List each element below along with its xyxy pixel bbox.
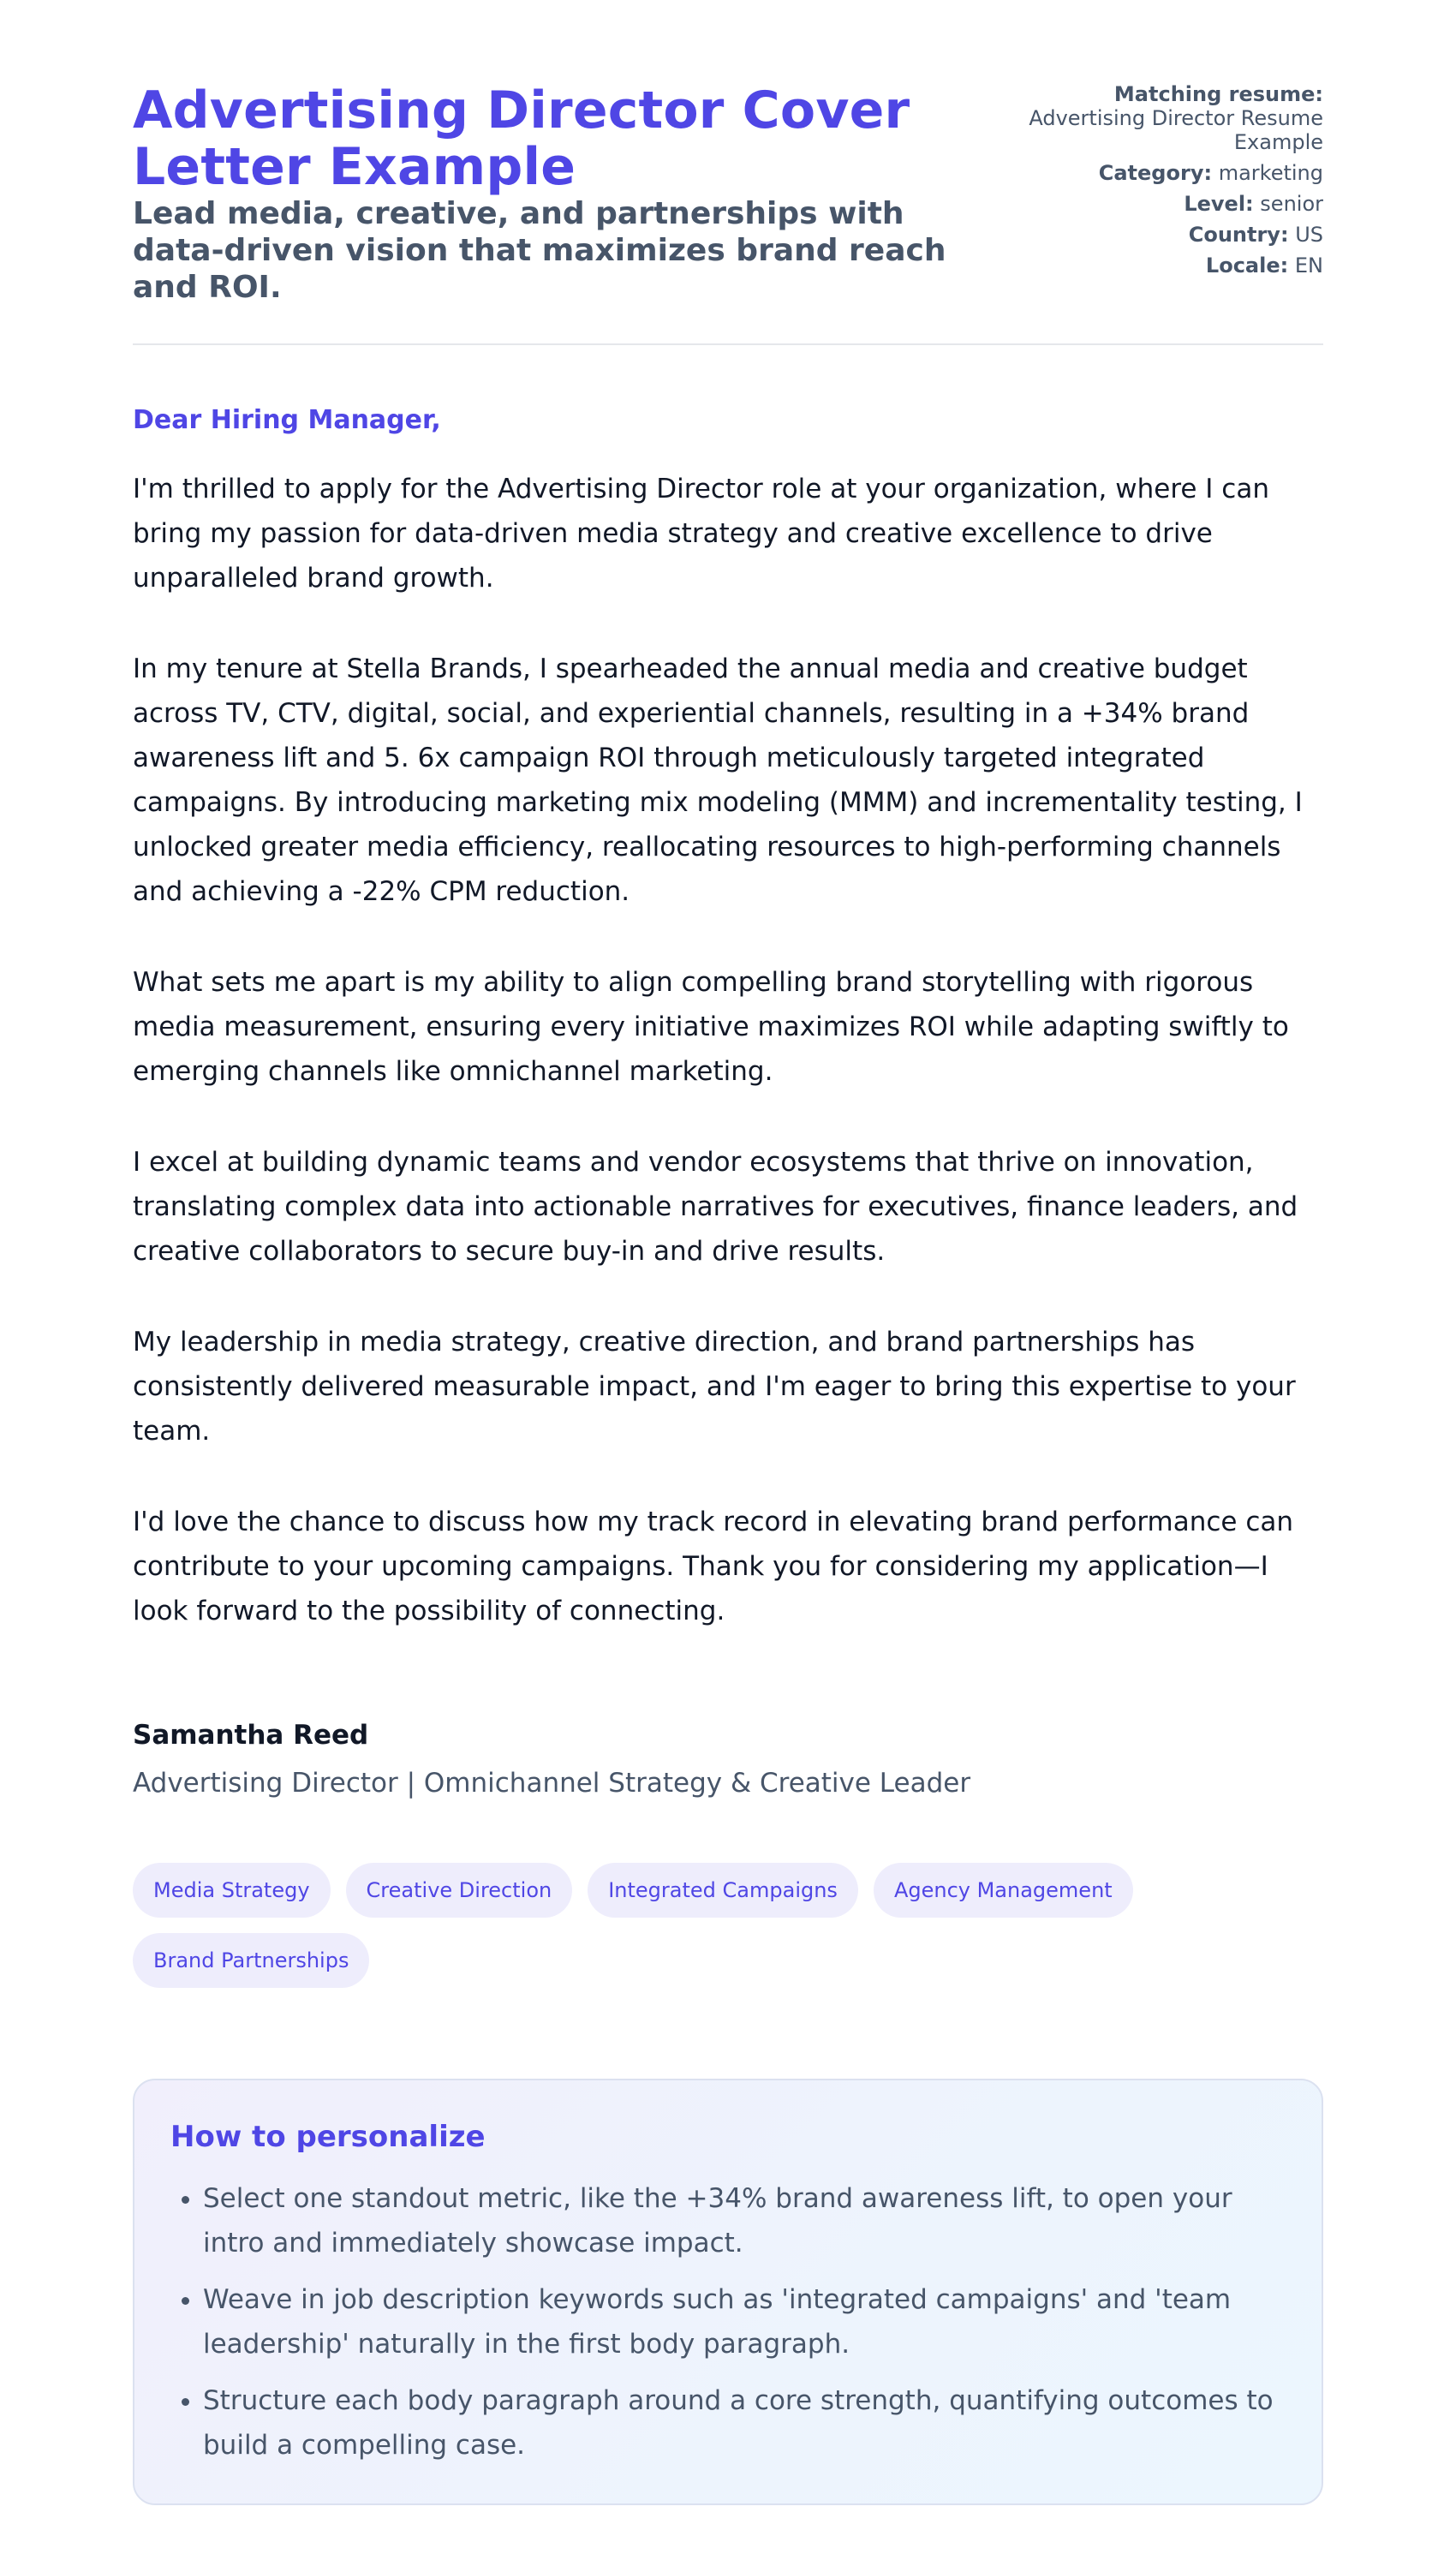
meta-locale-label: Locale:	[1205, 254, 1289, 277]
meta-level	[981, 192, 1323, 216]
personalize-tips-box	[133, 2079, 1323, 2505]
skill-tag: Integrated Campaigns	[588, 1863, 858, 1918]
meta-country-label: Country:	[1188, 223, 1289, 247]
letter-paragraph: I excel at building dynamic teams and vendor ecosystems that thrive on innovation, translating complex data into actionable narratives for executives, finance leaders, and creative collaborators to secure buy-in and drive results.	[133, 1147, 1298, 1267]
header	[133, 82, 1323, 306]
letter-paragraph: My leadership in media strategy, creative direction, and brand partnerships has consistently delivered measurable impact, and I'm eager to bring this expertise to your team.	[133, 1327, 1296, 1447]
page-subtitle: Lead media, creative, and partnerships with data-driven vision that maximizes brand reach and ROI.	[133, 196, 946, 305]
meta-country-value: US	[1295, 223, 1323, 247]
meta-category-value: marketing	[1218, 161, 1323, 185]
tip-item: • Select one standout metric, like the +34% brand awareness lift, to open your intro and immediately showcase impact.	[203, 2176, 1286, 2265]
meta-matching-resume	[981, 82, 1323, 154]
letter-paragraph: I'd love the chance to discuss how my track record in elevating brand performance can contribute to your upcoming campaigns. Thank you for considering my application—I look forward to the possibility of connecting.	[133, 1507, 1294, 1626]
letter-body	[133, 467, 1323, 1633]
meta-panel	[981, 82, 1323, 284]
header-divider	[133, 343, 1323, 345]
meta-level-value: senior	[1260, 192, 1323, 216]
meta-matching-resume-label: Matching resume:	[1113, 82, 1323, 106]
skill-tag: Brand Partnerships	[133, 1933, 369, 1988]
skill-tag: Creative Direction	[346, 1863, 573, 1918]
meta-matching-resume-value: Advertising Director Resume Example	[1029, 106, 1323, 154]
meta-locale-value: EN	[1294, 254, 1323, 277]
signature-name: Samantha Reed	[133, 1720, 369, 1751]
signature-title: Advertising Director | Omnichannel Strategy & Creative Leader	[133, 1768, 971, 1799]
meta-category	[981, 161, 1323, 185]
skill-tag: Media Strategy	[133, 1863, 331, 1918]
skill-tag: Agency Management	[874, 1863, 1133, 1918]
tip-item: • Structure each body paragraph around a core strength, quantifying outcomes to build a compelling case.	[203, 2378, 1286, 2467]
tips-title: How to personalize	[170, 2120, 486, 2154]
signature	[133, 1719, 1323, 1799]
header-left	[133, 82, 972, 306]
meta-locale	[981, 254, 1323, 277]
letter-paragraph: What sets me apart is my ability to align compelling brand storytelling with rigorous media measurement, ensuring every initiative maximizes ROI while adapting swiftly to emerging channels like omnichannel marketing.	[133, 967, 1289, 1087]
page-title: Advertising Director Cover Letter Example	[133, 81, 910, 197]
letter-paragraph: I'm thrilled to apply for the Advertising Director role at your organization, where I can bring my passion for data-driven media strategy and creative excellence to drive unparalleled brand growth.	[133, 474, 1269, 594]
salutation: Dear Hiring Manager,	[133, 405, 441, 435]
tip-item: • Weave in job description keywords such as 'integrated campaigns' and 'team leadership' naturally in the first body paragraph.	[203, 2277, 1286, 2366]
meta-country	[981, 223, 1323, 247]
meta-level-label: Level:	[1184, 192, 1254, 216]
letter-paragraph: In my tenure at Stella Brands, I spearheaded the annual media and creative budget across TV, CTV, digital, social, and experiential channels, resulting in a +34% brand awareness lift and 5. 6x campaign ROI through meticulously targeted integrated campaigns. By introducing marketing mix modeling (MMM) and incrementality testing, I unlocked greater media efficiency, reallocating resources to high-performing channels and achieving a -22% CPM reduction.	[133, 653, 1303, 907]
skill-tags	[133, 1863, 1246, 1988]
tips-list	[170, 2176, 1286, 2467]
meta-category-label: Category:	[1098, 161, 1213, 185]
